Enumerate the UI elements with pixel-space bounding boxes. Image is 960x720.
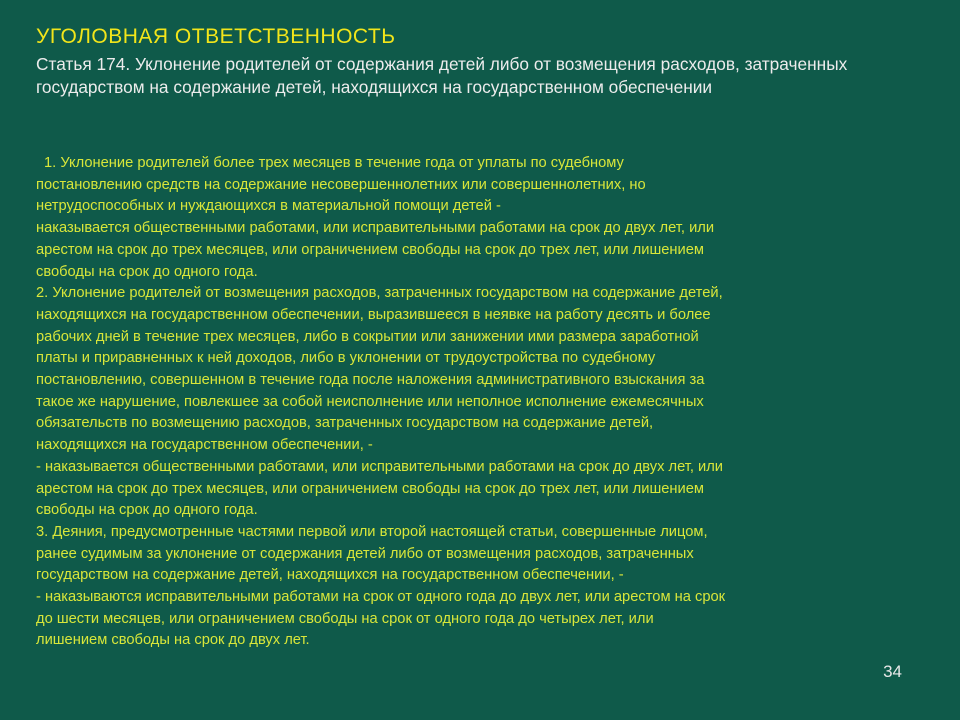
article-title: Статья 174. Уклонение родителей от содержания детей либо от возмещения расходов, затраченных государством на содержание детей, находящихся на государственном обеспечении	[36, 54, 848, 97]
body-line: лишением свободы на срок до двух лет.	[36, 632, 310, 649]
body-line: ранее судимым за уклонение от содержания детей либо от возмещения расходов, затраченных	[36, 545, 694, 562]
body-line: рабочих дней в течение трех месяцев, либо в сокрытии или занижении ими размера заработной	[36, 328, 699, 345]
body-line: нетрудоспособных и нуждающихся в материальной помощи детей -	[36, 198, 501, 215]
body-line: арестом на срок до трех месяцев, или ограничением свободы на срок до трех лет, или лишением	[36, 480, 704, 497]
body-line: государством на содержание детей, находящихся на государственном обеспечении, -	[36, 567, 624, 584]
body-line: 1. Уклонение родителей более трех месяцев в течение года от уплаты по судебному	[44, 155, 624, 171]
slide-heading: УГОЛОВНАЯ ОТВЕТСТВЕННОСТЬ	[36, 25, 396, 48]
body-line: до шести месяцев, или ограничением свободы на срок от одного года до четырех лет, или	[36, 610, 654, 627]
body-line: находящихся на государственном обеспечении, выразившееся в неявке на работу десять и более	[36, 306, 711, 323]
body-line: платы и приравненных к ней доходов, либо в уклонении от трудоустройства по судебному	[36, 350, 656, 367]
body-line: арестом на срок до трех месяцев, или ограничением свободы на срок до трех лет, или лишением	[36, 241, 704, 258]
body-line: - наказываются исправительными работами на срок от одного года до двух лет, или арестом на срок	[36, 589, 726, 606]
body-line: обязательств по возмещению расходов, затраченных государством на содержание детей,	[36, 415, 654, 432]
body-line: постановлению, совершенном в течение года после наложения административного взыскания за	[36, 372, 705, 389]
body-line: находящихся на государственном обеспечении, -	[36, 437, 373, 454]
body-line: такое же нарушение, повлекшее за собой неисполнение или неполное исполнение ежемесячных	[36, 393, 704, 410]
article-body	[36, 153, 916, 652]
body-line: свободы на срок до одного года.	[36, 263, 258, 280]
body-line: 2. Уклонение родителей от возмещения расходов, затраченных государством на содержание детей,	[36, 285, 723, 302]
body-line: - наказывается общественными работами, или исправительными работами на срок до двух лет, или	[36, 458, 724, 475]
page-number: 34	[883, 662, 902, 681]
body-line: 3. Деяния, предусмотренные частями первой или второй настоящей статьи, совершенные лицом,	[36, 523, 708, 540]
body-line: постановлению средств на содержание несовершеннолетних или совершеннолетних, но	[36, 176, 646, 193]
body-line: свободы на срок до одного года.	[36, 502, 258, 519]
body-line: наказывается общественными работами, или исправительными работами на срок до двух лет, или	[36, 220, 715, 237]
